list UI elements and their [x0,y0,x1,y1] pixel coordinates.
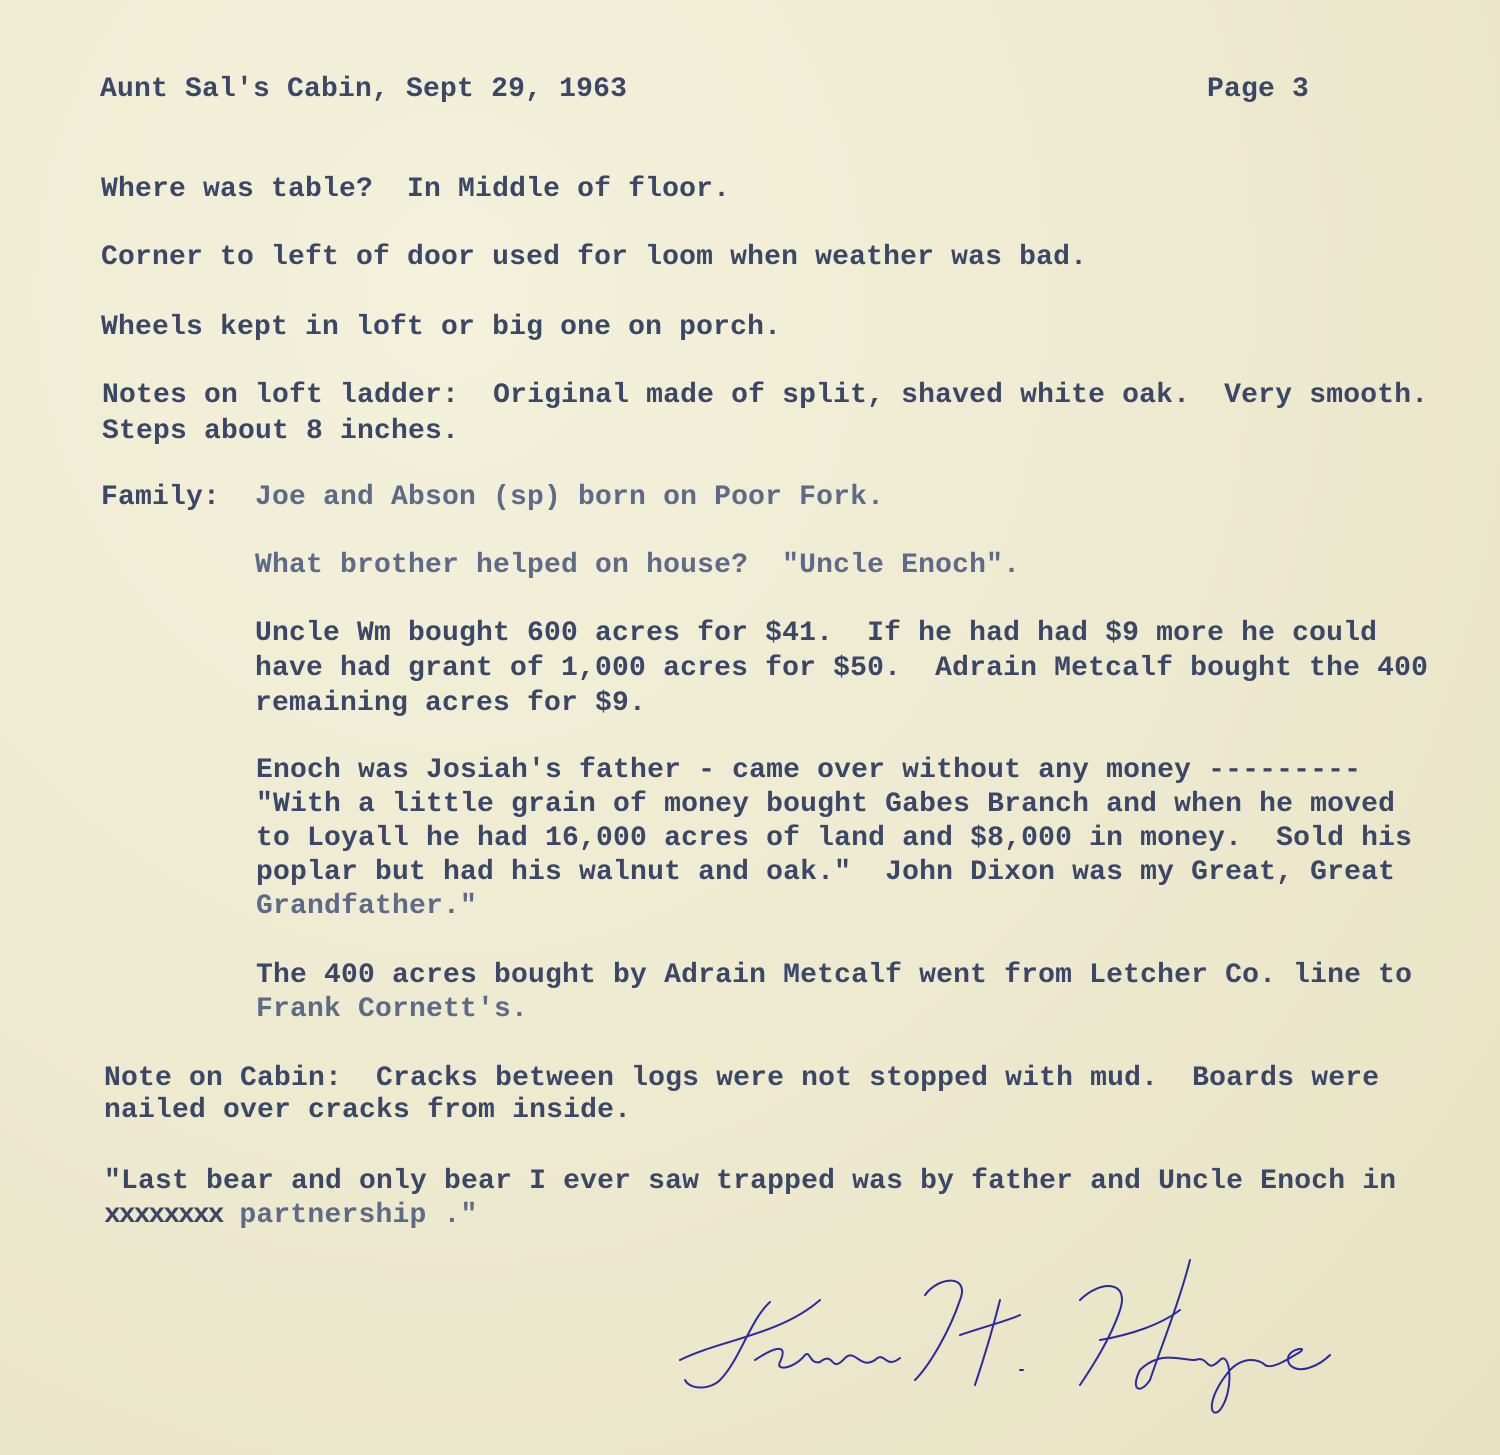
paragraph-enoch-4: poplar but had his walnut and oak." John Dixon was my Great, Great [256,857,1396,888]
page-number: Page 3 [1207,74,1310,105]
paragraph-brother: What brother helped on house? "Uncle Enoch". [255,550,1021,581]
family-label: Family: [101,482,221,513]
paragraph-enoch-5: Grandfather." [256,891,478,922]
paragraph-metcalf-1: The 400 acres bought by Adrain Metcalf went from Letcher Co. line to [256,960,1413,991]
paragraph-ladder-1: Notes on loft ladder: Original made of split, shaved white oak. Very smooth. [102,380,1429,411]
paragraph-bear-1: "Last bear and only bear I ever saw trapped was by father and Uncle Enoch in [104,1166,1397,1197]
paragraph-table: Where was table? In Middle of floor. [101,174,731,205]
paragraph-bear-2 [104,1198,477,1233]
paragraph-metcalf-2: Frank Cornett's. [256,994,529,1025]
paragraph-uncle-wm-2: have had grant of 1,000 acres for $50. Adrain Metcalf bought the 400 [255,653,1429,684]
paragraph-wheels: Wheels kept in loft or big one on porch. [101,312,782,343]
paragraph-uncle-wm-3: remaining acres for $9. [255,688,647,719]
paragraph-ladder-2: Steps about 8 inches. [102,416,460,447]
paragraph-loom: Corner to left of door used for loom when weather was bad. [101,242,1088,273]
struck-out-word: xxxxxxxx [104,1200,223,1231]
signature [660,1240,1340,1420]
paragraph-enoch-3: to Loyall he had 16,000 acres of land and $8,000 in money. Sold his [256,823,1413,854]
paragraph-cabin-1: Note on Cabin: Cracks between logs were not stopped with mud. Boards were [104,1063,1380,1094]
paragraph-enoch-1: Enoch was Josiah's father - came over without any money --------- [256,755,1362,786]
paragraph-cabin-2: nailed over cracks from inside. [104,1095,632,1126]
paragraph-bear-end: partnership ." [222,1200,478,1231]
paragraph-family: Joe and Abson (sp) born on Poor Fork. [255,482,885,513]
paragraph-uncle-wm-1: Uncle Wm bought 600 acres for $41. If he had had $9 more he could [255,618,1378,649]
document-title: Aunt Sal's Cabin, Sept 29, 1963 [100,74,628,105]
paragraph-enoch-2: "With a little grain of money bought Gabes Branch and when he moved [256,789,1396,820]
